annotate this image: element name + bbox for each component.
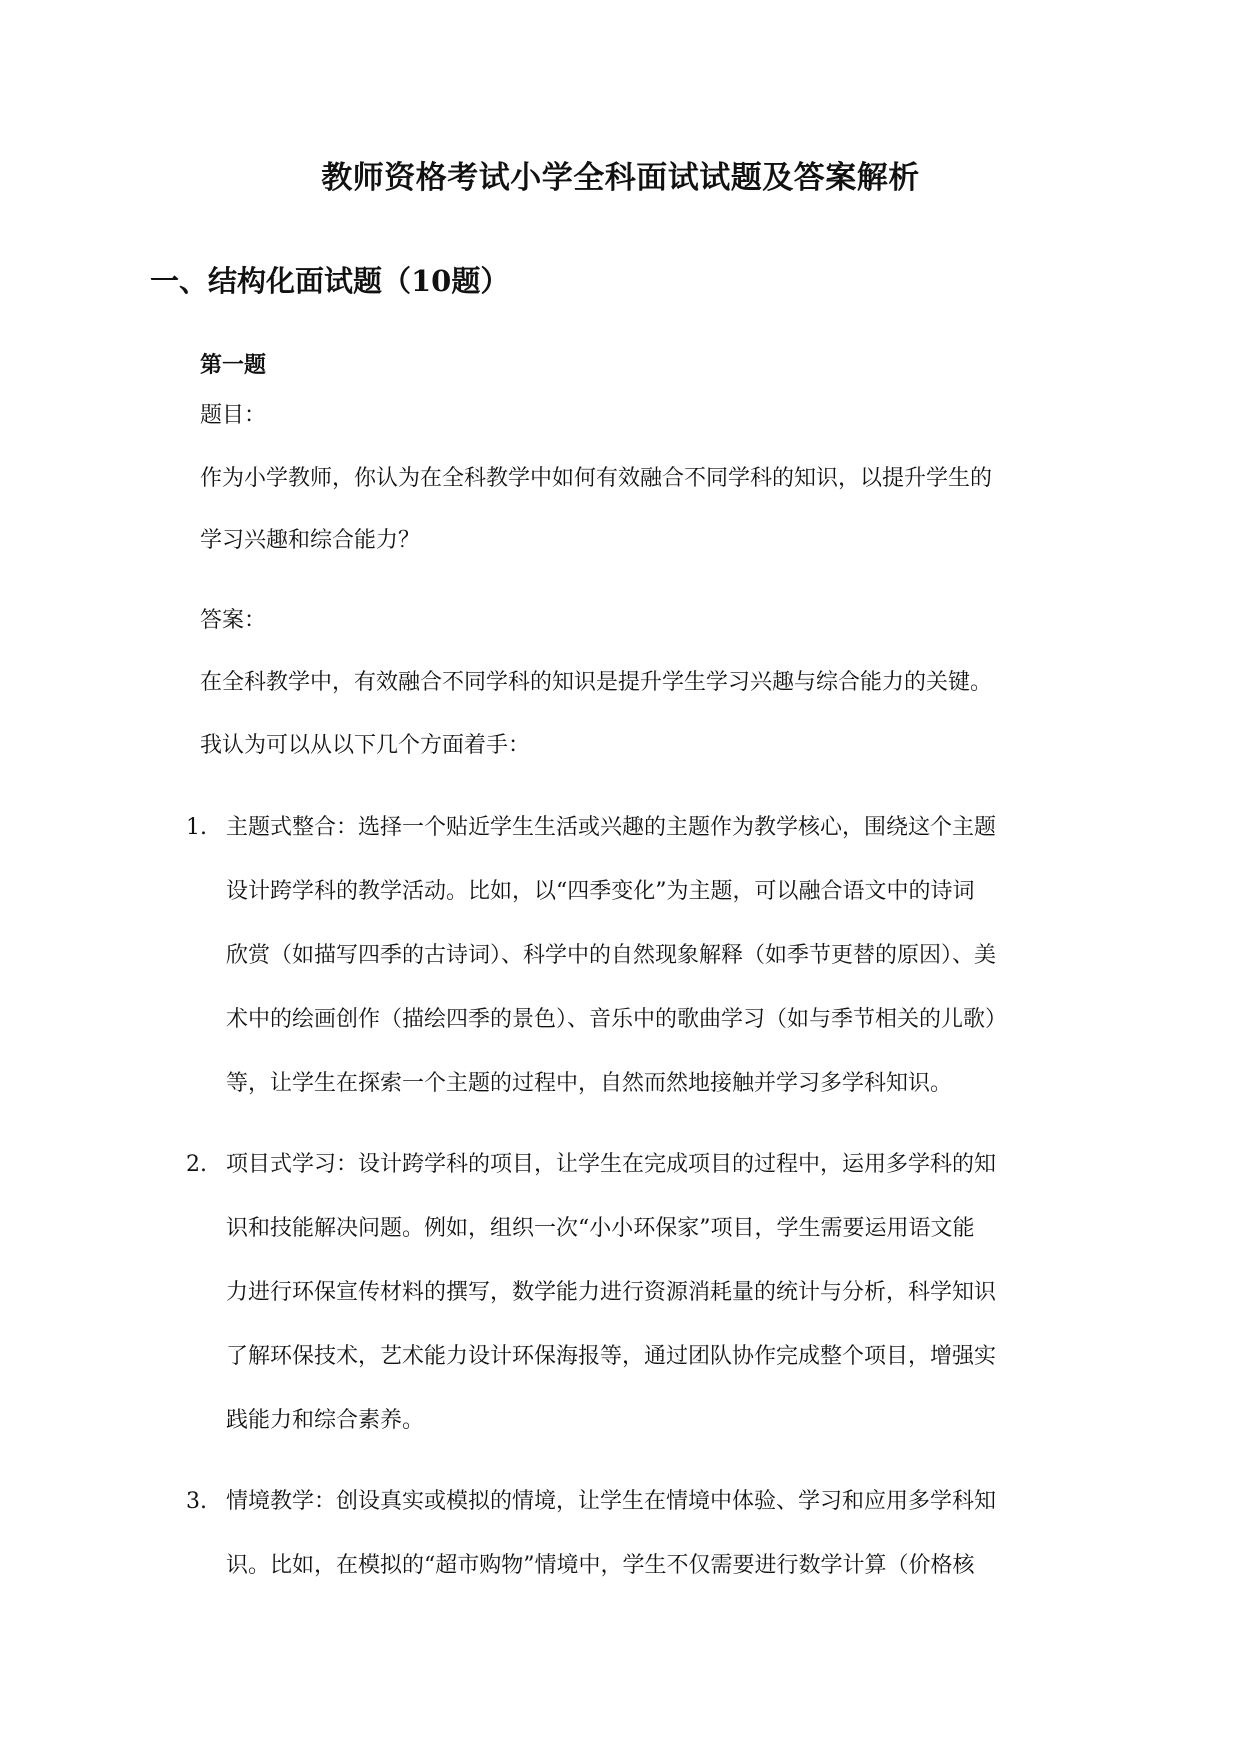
list-item-line: 等，让学生在探索一个主题的过程中，自然而然地接触并学习多学科知识。: [226, 1071, 953, 1096]
list-item-line: 践能力和综合素养。: [226, 1408, 425, 1433]
list-item: [186, 1133, 1116, 1453]
list-item: [186, 1470, 1116, 1598]
question-label: 题目：: [200, 403, 267, 428]
list-item-line: 了解环保技术，艺术能力设计环保海报等，通过团队协作完成整个项目，增强实: [226, 1344, 997, 1369]
question-text-line-1: 作为小学教师，你认为在全科教学中如何有效融合不同学科的知识，以提升学生的: [200, 466, 993, 491]
list-item-number: 1.: [186, 815, 207, 840]
list-item-line: 识和技能解决问题。例如，组织一次“小小环保家”项目，学生需要运用语文能: [226, 1216, 975, 1241]
section-heading: 一、结构化面试题（10题）: [150, 264, 510, 298]
list-item-line: 设计跨学科的教学活动。比如，以“四季变化”为主题，可以融合语文中的诗词: [226, 879, 975, 904]
question-heading: 第一题: [200, 352, 267, 378]
list-item-line: 识。比如，在模拟的“超市购物”情境中，学生不仅需要进行数学计算（价格核: [226, 1553, 975, 1578]
answer-label: 答案：: [200, 608, 267, 633]
question-text-line-2: 学习兴趣和综合能力？: [200, 528, 421, 553]
list-item-line: 主题式整合：选择一个贴近学生生活或兴趣的主题作为教学核心，围绕这个主题: [226, 815, 997, 840]
answer-intro-line-2: 我认为可以从以下几个方面着手：: [200, 733, 531, 758]
document-title: 教师资格考试小学全科面试试题及答案解析: [321, 160, 920, 196]
answer-intro-line-1: 在全科教学中，有效融合不同学科的知识是提升学生学习兴趣与综合能力的关键。: [200, 670, 993, 695]
list-item-line: 情境教学：创设真实或模拟的情境，让学生在情境中体验、学习和应用多学科知: [226, 1489, 997, 1514]
list-item-line: 欣赏（如描写四季的古诗词）、科学中的自然现象解释（如季节更替的原因）、美: [226, 943, 997, 968]
list-item-line: 项目式学习：设计跨学科的项目，让学生在完成项目的过程中，运用多学科的知: [226, 1152, 997, 1177]
list-item-line: 力进行环保宣传材料的撰写，数学能力进行资源消耗量的统计与分析，科学知识: [226, 1280, 997, 1305]
list-item-line: 术中的绘画创作（描绘四季的景色）、音乐中的歌曲学习（如与季节相关的儿歌）: [226, 1007, 1008, 1032]
list-item: [186, 796, 1116, 1116]
list-item-number: 2.: [186, 1152, 207, 1177]
list-item-number: 3.: [186, 1489, 207, 1514]
answer-list: [186, 796, 1116, 1615]
